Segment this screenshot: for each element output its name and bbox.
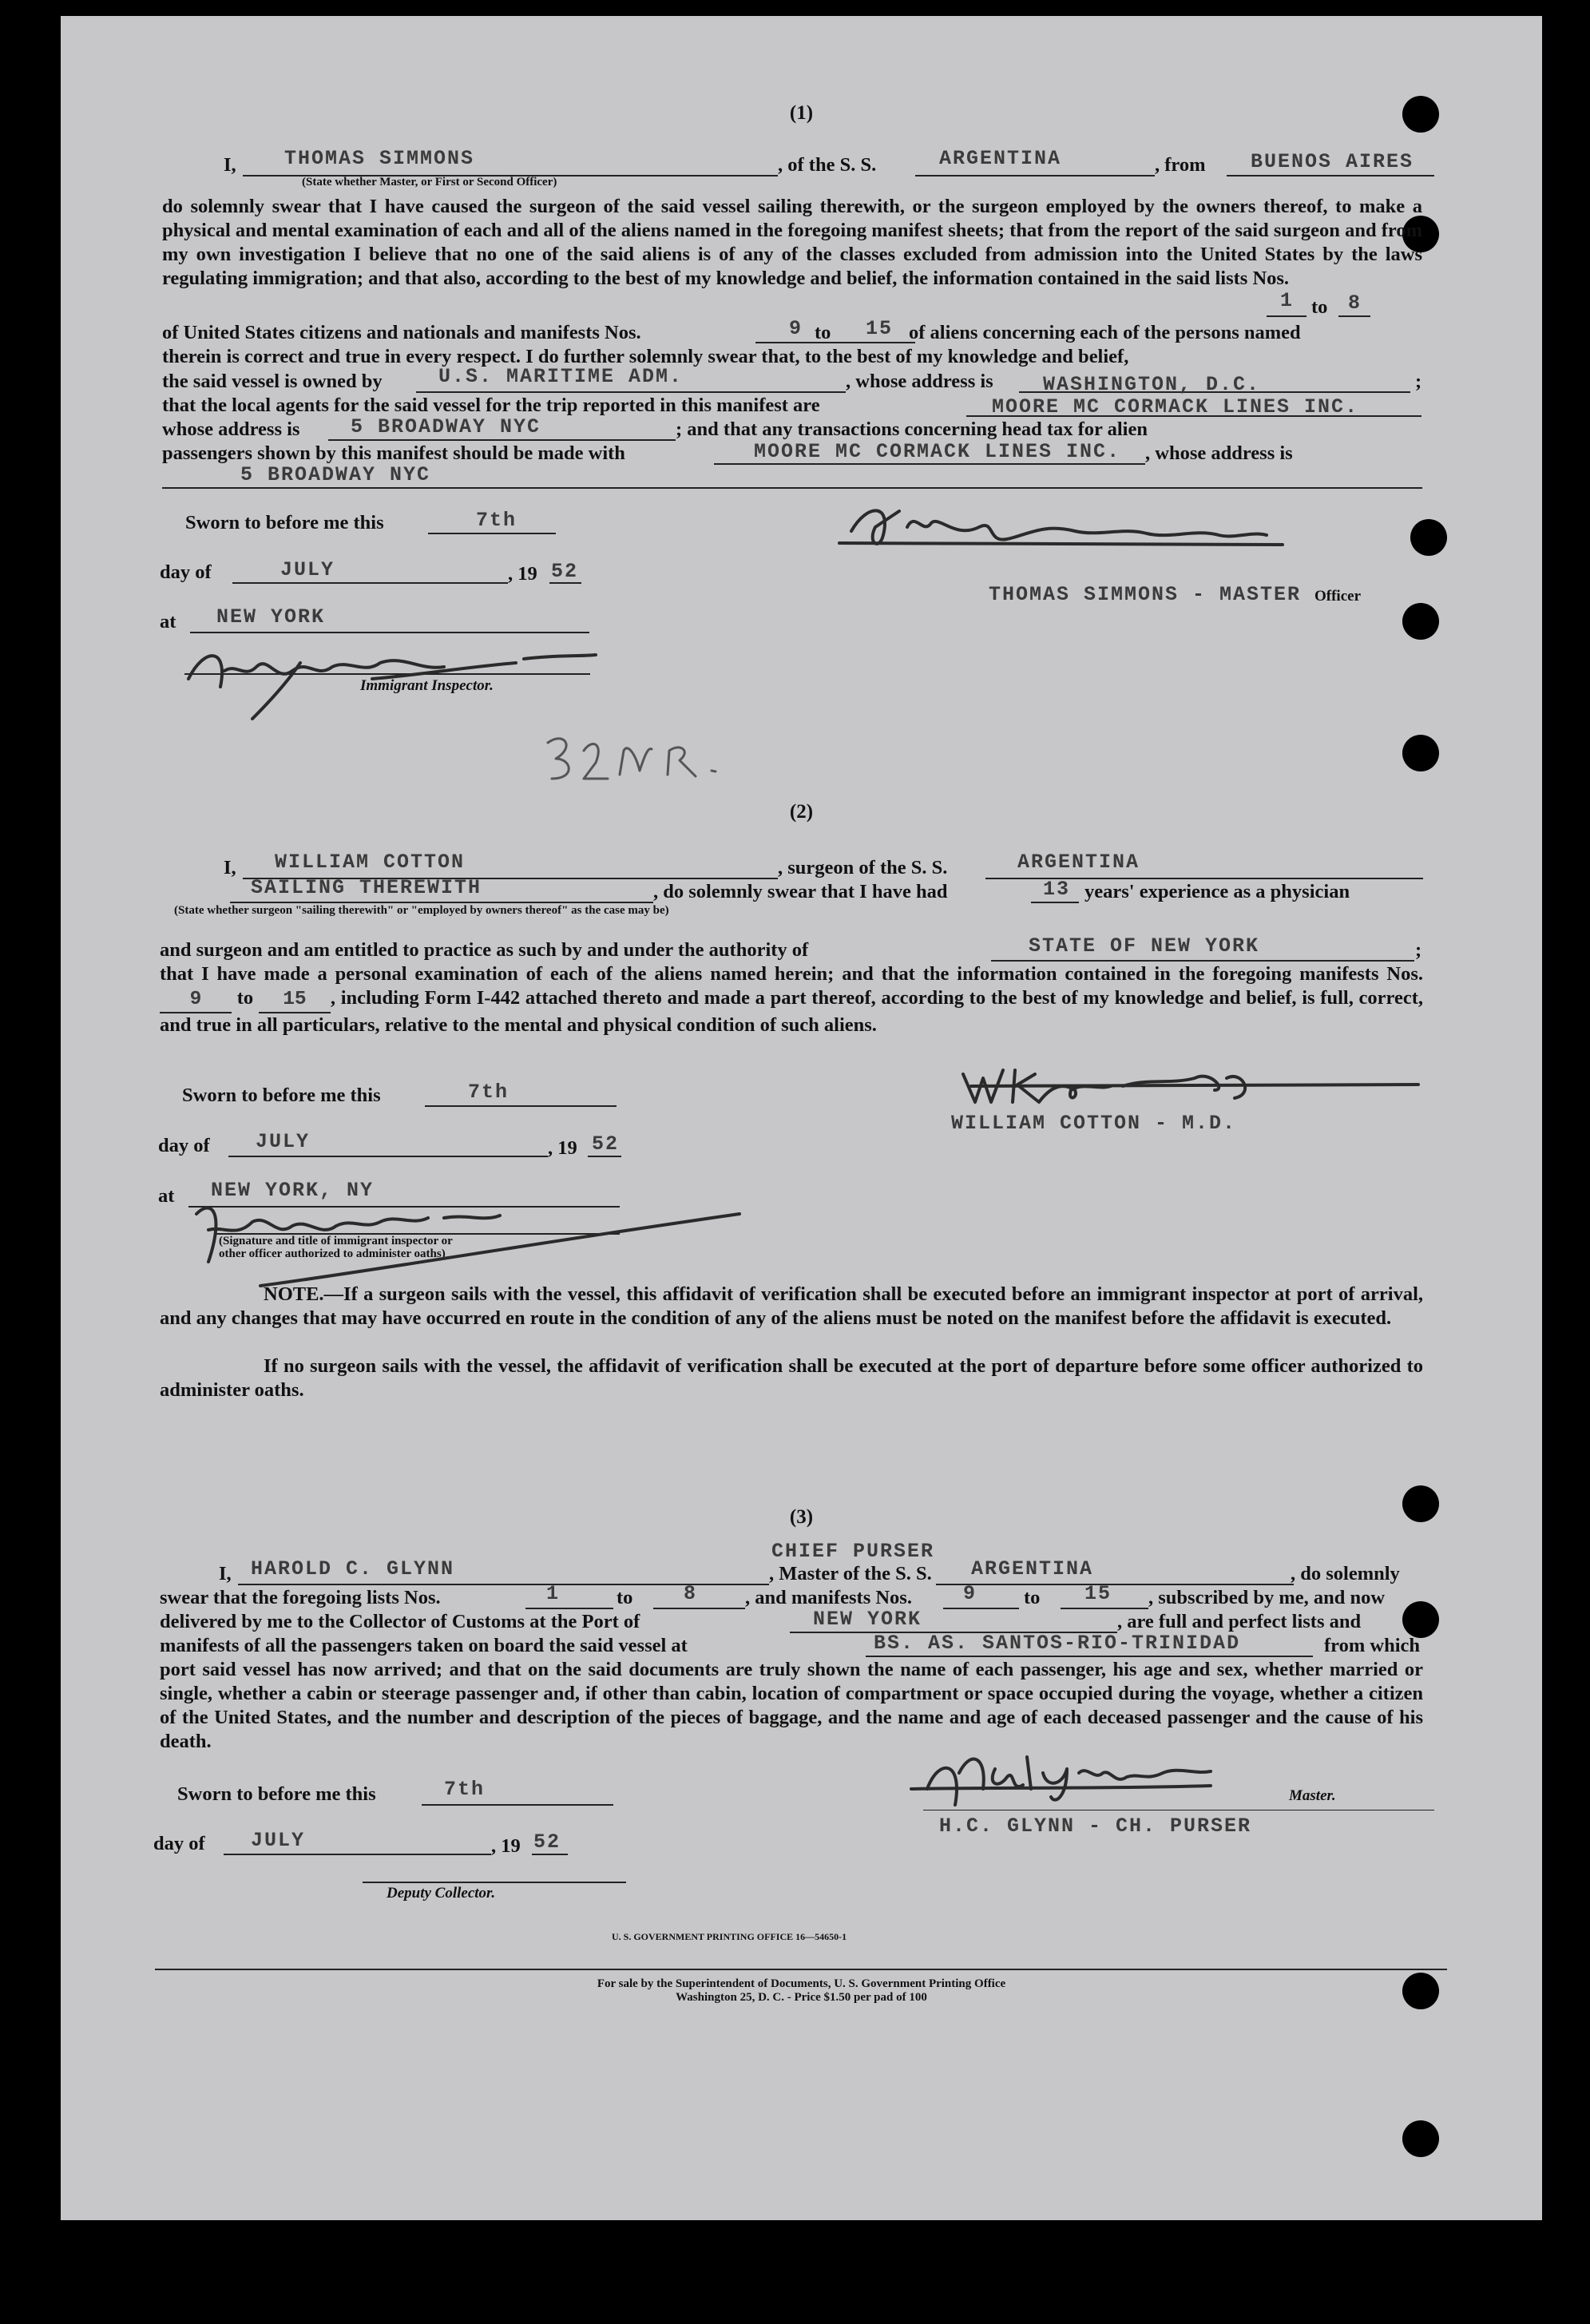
s1-i: I, (224, 154, 236, 176)
master-signature (835, 495, 1314, 567)
s1-month: JULY (280, 558, 335, 581)
s3-title-typed: CHIEF PURSER (771, 1540, 935, 1563)
s2-body: that I have made a personal examination of each of the aliens named herein; and that the information contained in the foregoing manifests Nos. 9 to 15 , including Form I-442 attached thereto and made a part thereof, according to the best of my knowledge and belief, is full, correct, and true in all particulars, relative to the mental and physical condition of such aliens. (160, 963, 1424, 1036)
s2-sailing: SAILING THEREWITH (251, 876, 482, 899)
s2-place: NEW YORK, NY (211, 1179, 375, 1202)
binder-hole-5 (1402, 735, 1439, 771)
surgeon-signature (939, 1054, 1434, 1118)
s1-owner-address: WASHINGTON, D.C. (1043, 373, 1261, 396)
s1-tax-agent-address: 5 BROADWAY NYC (240, 463, 431, 486)
s3-body: port said vessel has now arrived; and that on the said documents are truly shown the name of each passenger, his age and sex, whether married or single, whether a cabin or steerage passenger and, if other than cabin, location of compartment or space occupied during the voyage, whether a citizen of the United States, and the number and description of the pieces of baggage, and the name and age of each deceased passenger and the cause of his death. (160, 1659, 1423, 1752)
s3-ports-boarded: BS. AS. SANTOS-RIO-TRINIDAD (874, 1632, 1241, 1655)
binder-hole-7 (1402, 1601, 1439, 1638)
pencil-annotation (540, 727, 747, 791)
s2-month: JULY (256, 1130, 311, 1153)
s1-port-from: BUENOS AIRES (1251, 150, 1414, 173)
purser-signature (907, 1741, 1354, 1813)
s1-ship: ARGENTINA (939, 147, 1062, 170)
s3-port: NEW YORK (813, 1608, 922, 1631)
s1-signer-typed: THOMAS SIMMONS - MASTER (989, 583, 1302, 606)
s2-note: NOTE.—If a surgeon sails with the vessel, this affidavit of verification shall be executed before an immigrant inspector at port of arrival, and any changes that may have occurred en route in the condition of any of the aliens must be noted on the manifest before the affidavit is executed. (160, 1283, 1423, 1329)
document-page: (1) I, THOMAS SIMMONS , of the S. S. ARGENTINA , from BUENOS AIRES (State whether Master, or First or Second Officer) do solemnly swear that I have caused the surgeon of the said vessel sailing therewith, or the surgeon employed by the owners thereof, to make a physical and mental examination of each and all of the aliens named in the foregoing manifest sheets; that from the report of the said surgeon and from my own investigation I believe that no one of the said aliens is of any of the classes excluded from admission into the United States by the laws regulating immigration; and that also, according to the best of my knowledge and belief, the information contained in the said lists Nos. 1 to 8 of United States citizens and nationals and manifests Nos. 9 to 15 of aliens concerning each of the persons named therein is correct and true in every respect. I do further solemnly swear that, to the best of my knowledge and belief, the said vessel is owned by U.S. MARITIME ADM. , whose address is WASHINGTON, D.C. ; that the local agents for the said vessel for the trip reported in this manifest are MOORE MC CORMACK LINES INC. whose address is 5 BROADWAY NYC ; and that any transactions concerning head tax for alien passengers shown by this manifest should be made with MOORE MC CORMACK LINES INC. , whose address is 5 BROADWAY NYC Sworn to before me this 7th day of JULY , 19 52 at NEW YORK Immigrant Inspector. THOMAS SIMMONS - MASTER Officer (2) I, WILLIAM COTTON , surgeon of the S. S. ARGENTINA SAILING THEREWITH , do solemnly swear that I have had 13 years' experience as a physician (State whether surgeon "sailing therewith" or "employed by owners thereof" as the case may be) and surgeon and am entitled to practice as such by and under the authority of STATE OF NEW YORK ; that I have made a personal examination of each of the aliens named herein; and that the information contained in the foregoing manifests Nos. 9 to 15 , including Form I-442 attached thereto and made a part thereof, according to the best of my knowledge and belief, is full, correct, and true in all particulars, relative to the mental and physical condition of such aliens. Sworn to before me this 7th day of JULY , 19 52 at NEW YORK, NY (Signature and title of immigrant inspector or other officer authorized to administer oaths) WILLIAM COTTON - M.D. NOTE.—If a surgeon sails with the vessel, this affidavit of verification shall be executed before an immigrant inspector at port of arrival, and any changes that may have occurred en route in the condition of any of the aliens must be noted on the manifest before the affidavit is executed. If no surgeon sails with the vessel, the affidavit of verification shall be executed at the port of departure before some officer authorized to administer oaths. (3) CHIEF PURSER I, HAROLD C. GLYNN , Master of the S. S. ARGENTINA , do solemnly swear that the foregoing lists Nos. 1 to 8 , and manifests Nos. 9 to 15 , subscribed by me, and now delivered by me to the Collector of Customs at the Port of NEW YORK , are full and perfect lists and manifests of all the passengers taken on board the said vessel at BS. AS. SANTOS-RIO-TRINIDAD from which port said vessel has now arrived; and that on the said documents are truly shown the name of each passenger, his age and sex, whether married or single, whether a cabin or steerage passenger and, if other than cabin, location of compartment or space occupied during the voyage, whether a citizen of the United States, and the number and description of the pieces of baggage, and the name and age of each deceased passenger and the cause of his death. Sworn to before me this 7th day of JULY , 19 52 Deputy Collector. Master. H.C. GLYNN - CH. PURSER U. S. GOVERNMENT PRINTING OFFICE 16—54650-1 For sale by the Superintendent of Documents, U. S. Government Printing Office Washington 25, D. C. - Price $1.50 per pad of 100 (61, 16, 1542, 2220)
binder-hole-9 (1402, 2120, 1439, 2157)
s3-month: JULY (251, 1829, 306, 1852)
s1-master-name: THOMAS SIMMONS (284, 147, 475, 170)
s2-authority: STATE OF NEW YORK (1029, 934, 1260, 958)
s2-note2: If no surgeon sails with the vessel, the affidavit of verification shall be executed at the port of departure before some officer authorized to administer oaths. (160, 1355, 1423, 1401)
s1-owner: U.S. MARITIME ADM. (438, 365, 684, 388)
s2-signer-typed: WILLIAM COTTON - M.D. (951, 1112, 1237, 1135)
section-2-number: (2) (789, 801, 814, 823)
gpo-line: U. S. GOVERNMENT PRINTING OFFICE 16—54650-1 (612, 1931, 847, 1942)
s2-surgeon-name: WILLIAM COTTON (275, 851, 466, 874)
inspector-signature-2 (180, 1182, 755, 1294)
s1-agents-address: 5 BROADWAY NYC (351, 415, 541, 438)
binder-hole-4 (1402, 603, 1439, 640)
sale-line-1: For sale by the Superintendent of Documents, U. S. Government Printing Office (597, 1977, 1006, 1990)
sale-line-2: Washington 25, D. C. - Price $1.50 per pad of 100 (676, 1991, 927, 2004)
s3-ship: ARGENTINA (971, 1557, 1094, 1580)
s3-name: HAROLD C. GLYNN (251, 1557, 455, 1580)
s2-ship: ARGENTINA (1017, 851, 1140, 874)
inspector-signature-1 (180, 623, 612, 719)
binder-hole-3 (1410, 519, 1447, 556)
s1-place: NEW YORK (216, 605, 326, 629)
section-1-number: (1) (789, 102, 814, 124)
s1-tax-agent: MOORE MC CORMACK LINES INC. (754, 440, 1121, 463)
s3-signer-typed: H.C. GLYNN - CH. PURSER (939, 1814, 1252, 1838)
s1-agents: MOORE MC CORMACK LINES INC. (992, 395, 1359, 418)
section-3-number: (3) (789, 1506, 814, 1528)
s1-body: do solemnly swear that I have caused the surgeon of the said vessel sailing therewith, or the surgeon employed by the owners thereof, to make a physical and mental examination of each and all of the aliens named in the foregoing manifest sheets; that from the report of the said surgeon and from my own investigation I believe that no one of the said aliens is of any of the classes excluded from admission into the United States by the laws regulating immigration; and that also, according to the best of my knowledge and belief, the information contained in the said lists Nos. (162, 196, 1422, 289)
